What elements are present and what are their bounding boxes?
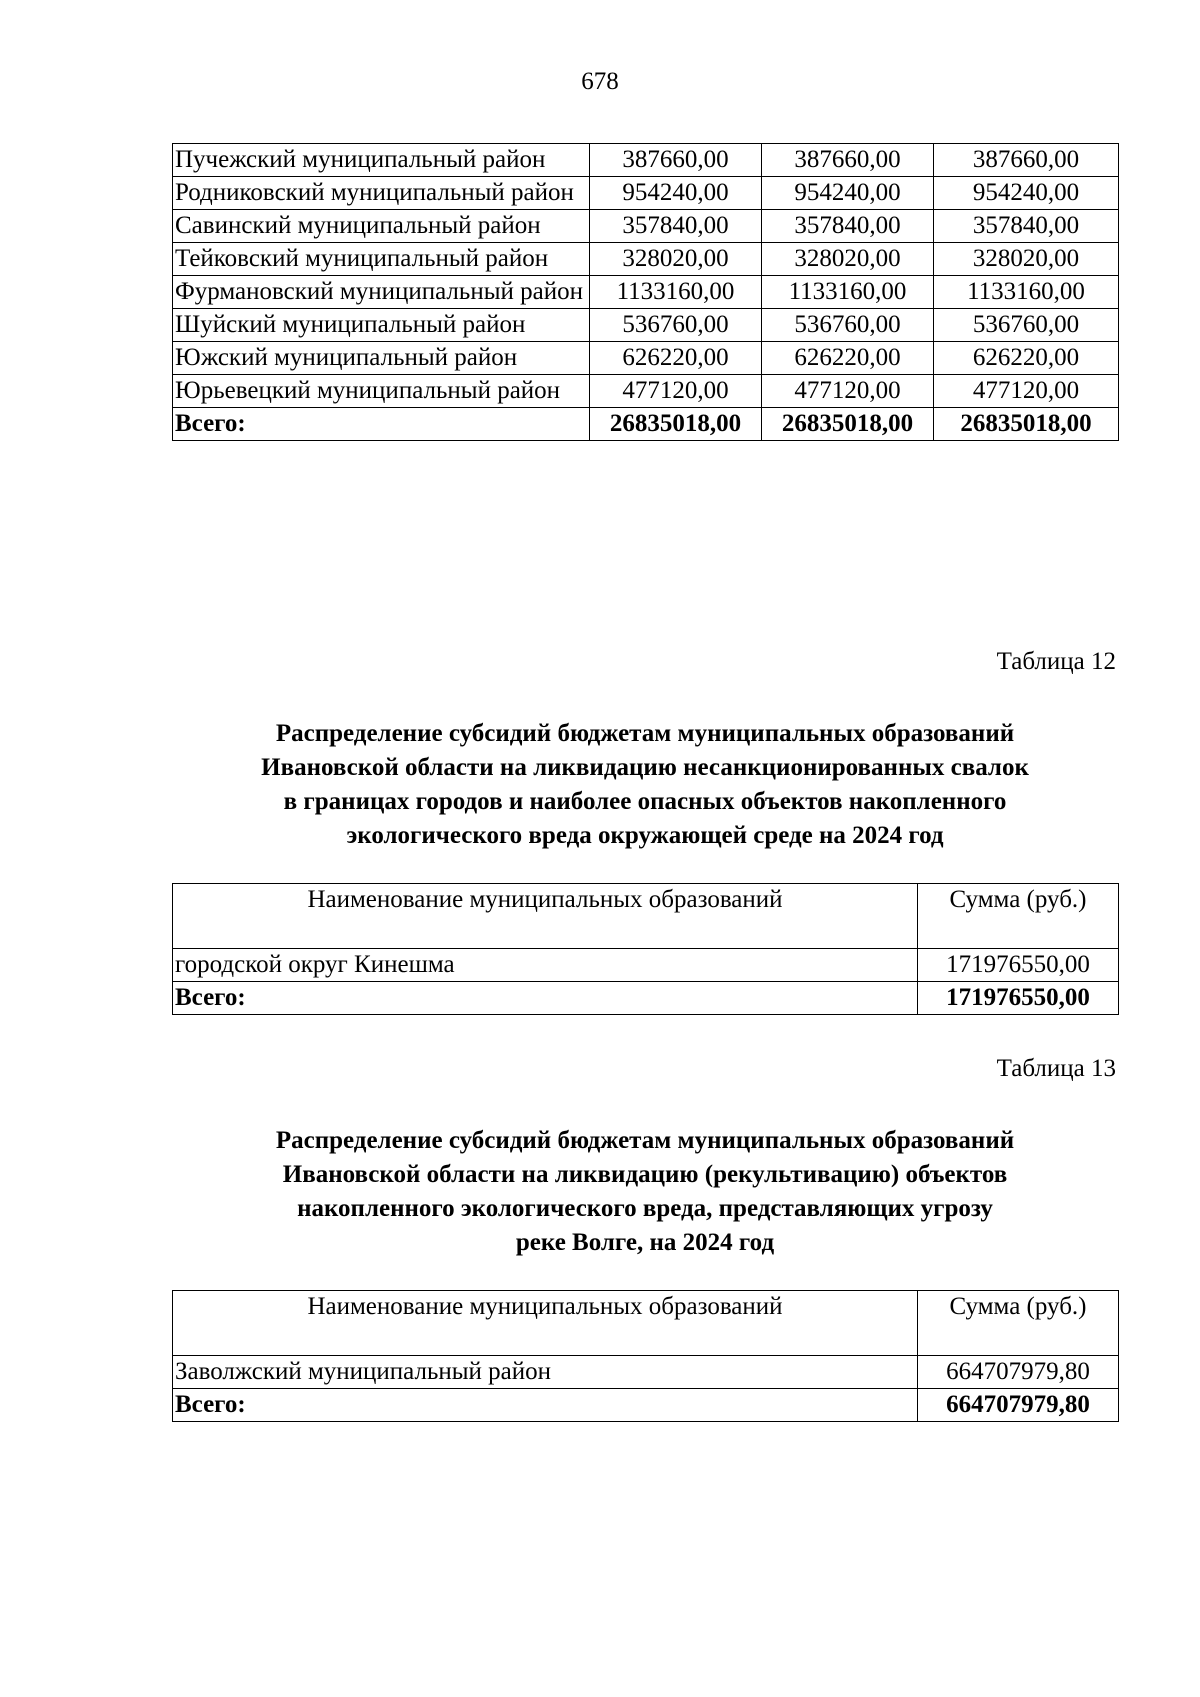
page-number: 678 xyxy=(581,68,619,95)
district-name: Шуйский муниципальный район xyxy=(173,309,590,342)
table-12-caption: Таблица 12 xyxy=(996,648,1116,675)
amount-cell: 477120,00 xyxy=(590,375,762,408)
table-row xyxy=(173,949,1119,982)
title-line: накопленного экологического вреда, представляющих угрозу xyxy=(297,1195,993,1222)
table-row xyxy=(173,144,1119,177)
amount-cell: 626220,00 xyxy=(590,342,762,375)
title-line: в границах городов и наиболее опасных объектов накопленного xyxy=(283,788,1007,815)
amount-cell: 954240,00 xyxy=(762,177,934,210)
table-header-row xyxy=(173,884,1119,949)
table-row xyxy=(173,375,1119,408)
title-line: реке Волге, на 2024 год xyxy=(515,1229,775,1256)
amount-cell: 328020,00 xyxy=(590,243,762,276)
district-name: Юрьевецкий муниципальный район xyxy=(173,375,590,408)
title-line: Распределение субсидий бюджетам муниципальных образований xyxy=(275,1127,1015,1154)
table-header-row xyxy=(173,1291,1119,1356)
total-amount: 26835018,00 xyxy=(762,408,934,441)
municipality-name: городской округ Кинешма xyxy=(173,949,918,982)
amount-cell: 1133160,00 xyxy=(934,276,1119,309)
title-line: Ивановской области на ликвидацию (рекультивацию) объектов xyxy=(282,1161,1008,1188)
table-12-title xyxy=(172,717,1118,853)
district-name: Родниковский муниципальный район xyxy=(173,177,590,210)
amount-cell: 536760,00 xyxy=(762,309,934,342)
amount-cell: 536760,00 xyxy=(934,309,1119,342)
table-row xyxy=(173,276,1119,309)
table-12 xyxy=(172,883,1119,1015)
table-row xyxy=(173,342,1119,375)
total-label: Всего: xyxy=(173,982,918,1015)
total-amount: 664707979,80 xyxy=(918,1389,1119,1422)
amount-cell: 626220,00 xyxy=(934,342,1119,375)
title-line: экологического вреда окружающей среде на 2024 год xyxy=(346,822,944,849)
district-name: Савинский муниципальный район xyxy=(173,210,590,243)
table-row xyxy=(173,210,1119,243)
total-row xyxy=(173,982,1119,1015)
table-row xyxy=(173,309,1119,342)
district-name: Южский муниципальный район xyxy=(173,342,590,375)
table-13-title xyxy=(172,1124,1118,1260)
amount-cell: 357840,00 xyxy=(762,210,934,243)
amount-cell: 664707979,80 xyxy=(918,1356,1119,1389)
district-name: Фурмановский муниципальный район xyxy=(173,276,590,309)
table-row xyxy=(173,177,1119,210)
table-row xyxy=(173,243,1119,276)
district-name: Тейковский муниципальный район xyxy=(173,243,590,276)
amount-cell: 477120,00 xyxy=(934,375,1119,408)
table-13-caption: Таблица 13 xyxy=(996,1055,1116,1082)
municipality-name: Заволжский муниципальный район xyxy=(173,1356,918,1389)
amount-cell: 1133160,00 xyxy=(762,276,934,309)
amount-cell: 626220,00 xyxy=(762,342,934,375)
header-name: Наименование муниципальных образований xyxy=(173,884,918,949)
total-label: Всего: xyxy=(173,1389,918,1422)
amount-cell: 477120,00 xyxy=(762,375,934,408)
amount-cell: 954240,00 xyxy=(934,177,1119,210)
subsidy-table-continued xyxy=(172,143,1119,441)
header-name: Наименование муниципальных образований xyxy=(173,1291,918,1356)
amount-cell: 954240,00 xyxy=(590,177,762,210)
table-13 xyxy=(172,1290,1119,1422)
total-label: Всего: xyxy=(173,408,590,441)
amount-cell: 328020,00 xyxy=(934,243,1119,276)
table-row xyxy=(173,1356,1119,1389)
header-sum: Сумма (руб.) xyxy=(918,884,1119,949)
total-row xyxy=(173,408,1119,441)
total-amount: 26835018,00 xyxy=(590,408,762,441)
title-line: Ивановской области на ликвидацию несанкционированных свалок xyxy=(261,754,1029,781)
amount-cell: 536760,00 xyxy=(590,309,762,342)
district-name: Пучежский муниципальный район xyxy=(173,144,590,177)
amount-cell: 387660,00 xyxy=(590,144,762,177)
total-row xyxy=(173,1389,1119,1422)
header-sum: Сумма (руб.) xyxy=(918,1291,1119,1356)
amount-cell: 357840,00 xyxy=(590,210,762,243)
total-amount: 171976550,00 xyxy=(918,982,1119,1015)
total-amount: 26835018,00 xyxy=(934,408,1119,441)
amount-cell: 1133160,00 xyxy=(590,276,762,309)
title-line: Распределение субсидий бюджетам муниципальных образований xyxy=(275,720,1015,747)
amount-cell: 357840,00 xyxy=(934,210,1119,243)
amount-cell: 328020,00 xyxy=(762,243,934,276)
amount-cell: 387660,00 xyxy=(762,144,934,177)
amount-cell: 387660,00 xyxy=(934,144,1119,177)
amount-cell: 171976550,00 xyxy=(918,949,1119,982)
